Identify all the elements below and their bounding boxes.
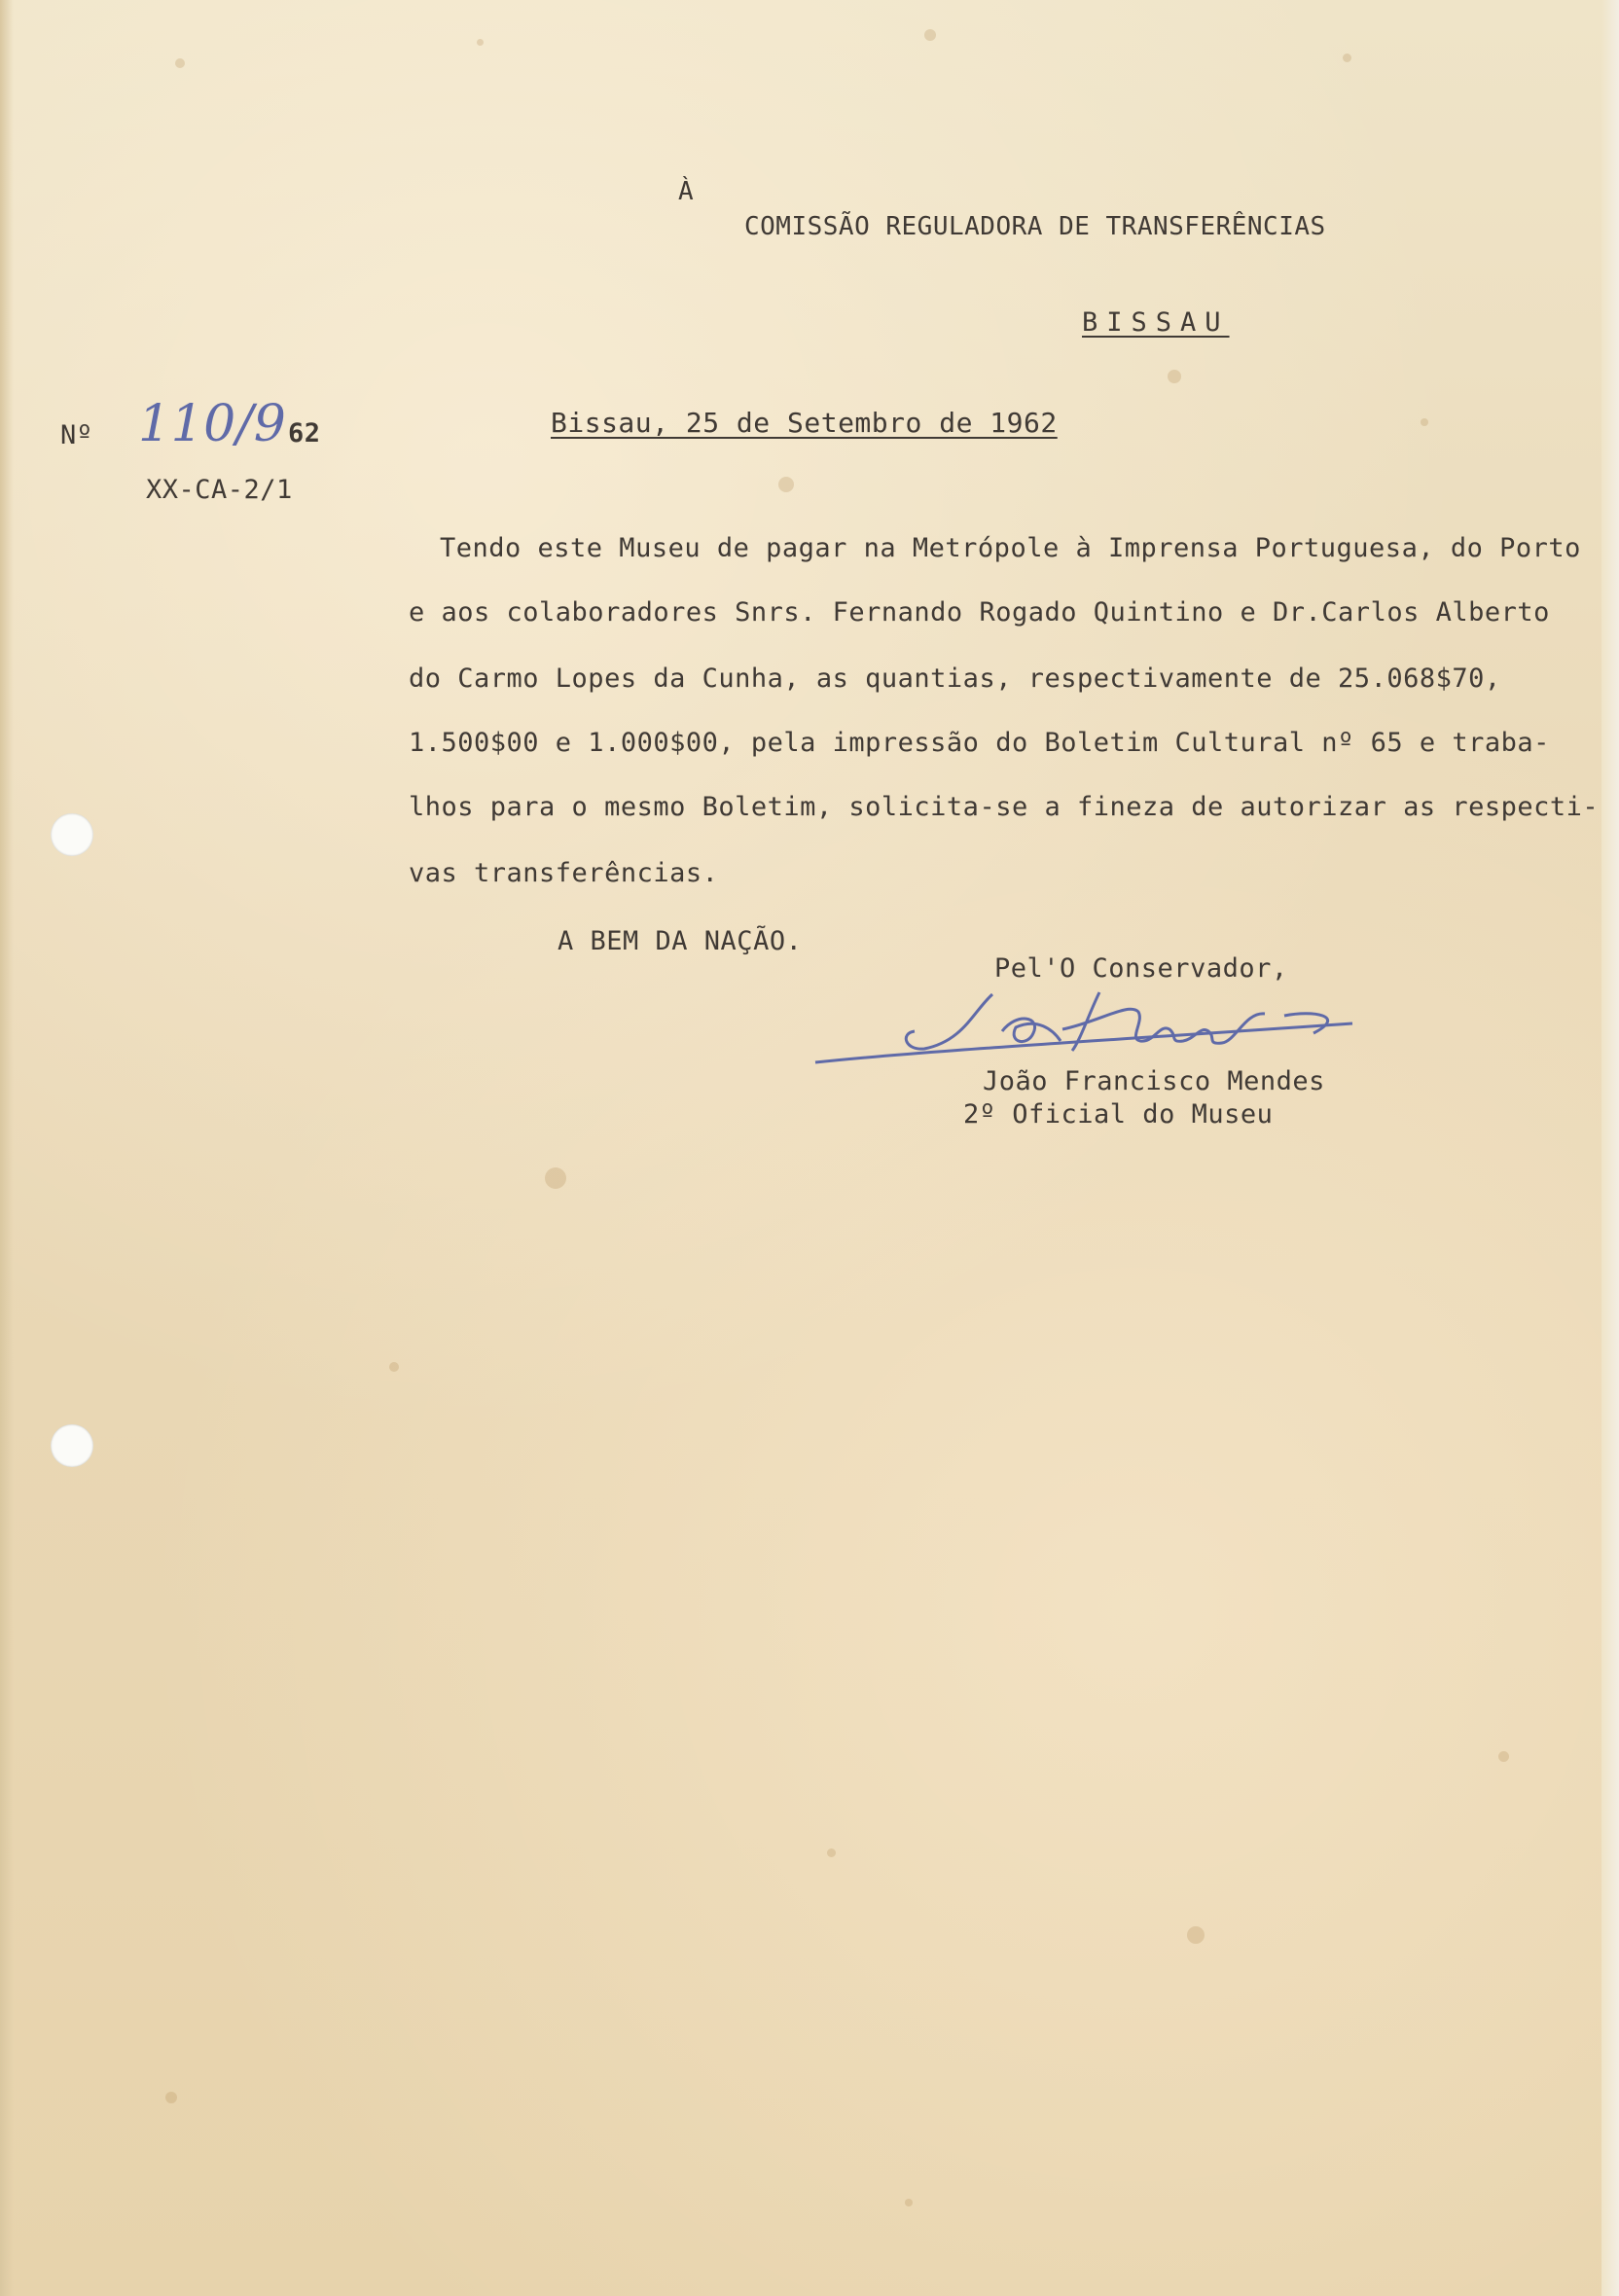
stain-speck xyxy=(1187,1926,1205,1944)
reference-number-typed: 62 xyxy=(288,418,321,448)
stain-speck xyxy=(1421,418,1428,426)
stain-speck xyxy=(477,39,484,46)
stain-speck xyxy=(1498,1751,1509,1762)
stain-speck xyxy=(924,29,936,41)
body-line: vas transferências. xyxy=(409,858,719,888)
addressee: COMISSÃO REGULADORA DE TRANSFERÊNCIAS xyxy=(744,212,1326,241)
body-line: e aos colaboradores Snrs. Fernando Rogado Quintino e Dr.Carlos Alberto xyxy=(409,597,1550,628)
stain-speck xyxy=(389,1362,399,1372)
stain-speck xyxy=(1343,54,1351,62)
stain-speck xyxy=(165,2092,177,2103)
body-line: lhos para o mesmo Boletim, solicita-se a fineza de autorizar as respecti- xyxy=(409,792,1600,822)
stain-speck xyxy=(175,58,185,68)
signatory-title: 2º Oficial do Museu xyxy=(963,1099,1274,1130)
reference-number-handwritten: 110/9 xyxy=(138,395,287,453)
date-line: Bissau, 25 de Setembro de 1962 xyxy=(551,407,1058,439)
closing-salutation: A BEM DA NAÇÃO. xyxy=(558,926,803,956)
city-heading: BISSAU xyxy=(1082,307,1230,338)
paper-left-edge xyxy=(0,0,14,2296)
signature-stroke xyxy=(906,994,992,1049)
body-line: do Carmo Lopes da Cunha, as quantias, respectivamente de 25.068$70, xyxy=(409,664,1501,694)
paper-right-edge xyxy=(1601,0,1619,2296)
stain-speck xyxy=(827,1848,836,1857)
binder-hole-bottom xyxy=(51,1424,93,1467)
signatory-name: João Francisco Mendes xyxy=(983,1066,1325,1096)
on-behalf-line: Pel'O Conservador, xyxy=(994,953,1288,984)
reference-label: Nº xyxy=(60,420,93,450)
addressee-marker: À xyxy=(678,177,695,206)
stain-speck xyxy=(1168,370,1181,383)
body-line: Tendo este Museu de pagar na Metrópole à Imprensa Portuguesa, do Porto xyxy=(440,533,1581,563)
signature-stroke xyxy=(1002,1019,1061,1042)
body-line: 1.500$00 e 1.000$00, pela impressão do Boletim Cultural nº 65 e traba- xyxy=(409,728,1550,758)
signature-stroke xyxy=(1284,1014,1328,1033)
binder-hole-top xyxy=(51,813,93,856)
reference-code: XX-CA-2/1 xyxy=(146,475,293,505)
stain-speck xyxy=(905,2199,913,2206)
stain-speck xyxy=(545,1167,566,1189)
stain-speck xyxy=(778,477,794,492)
